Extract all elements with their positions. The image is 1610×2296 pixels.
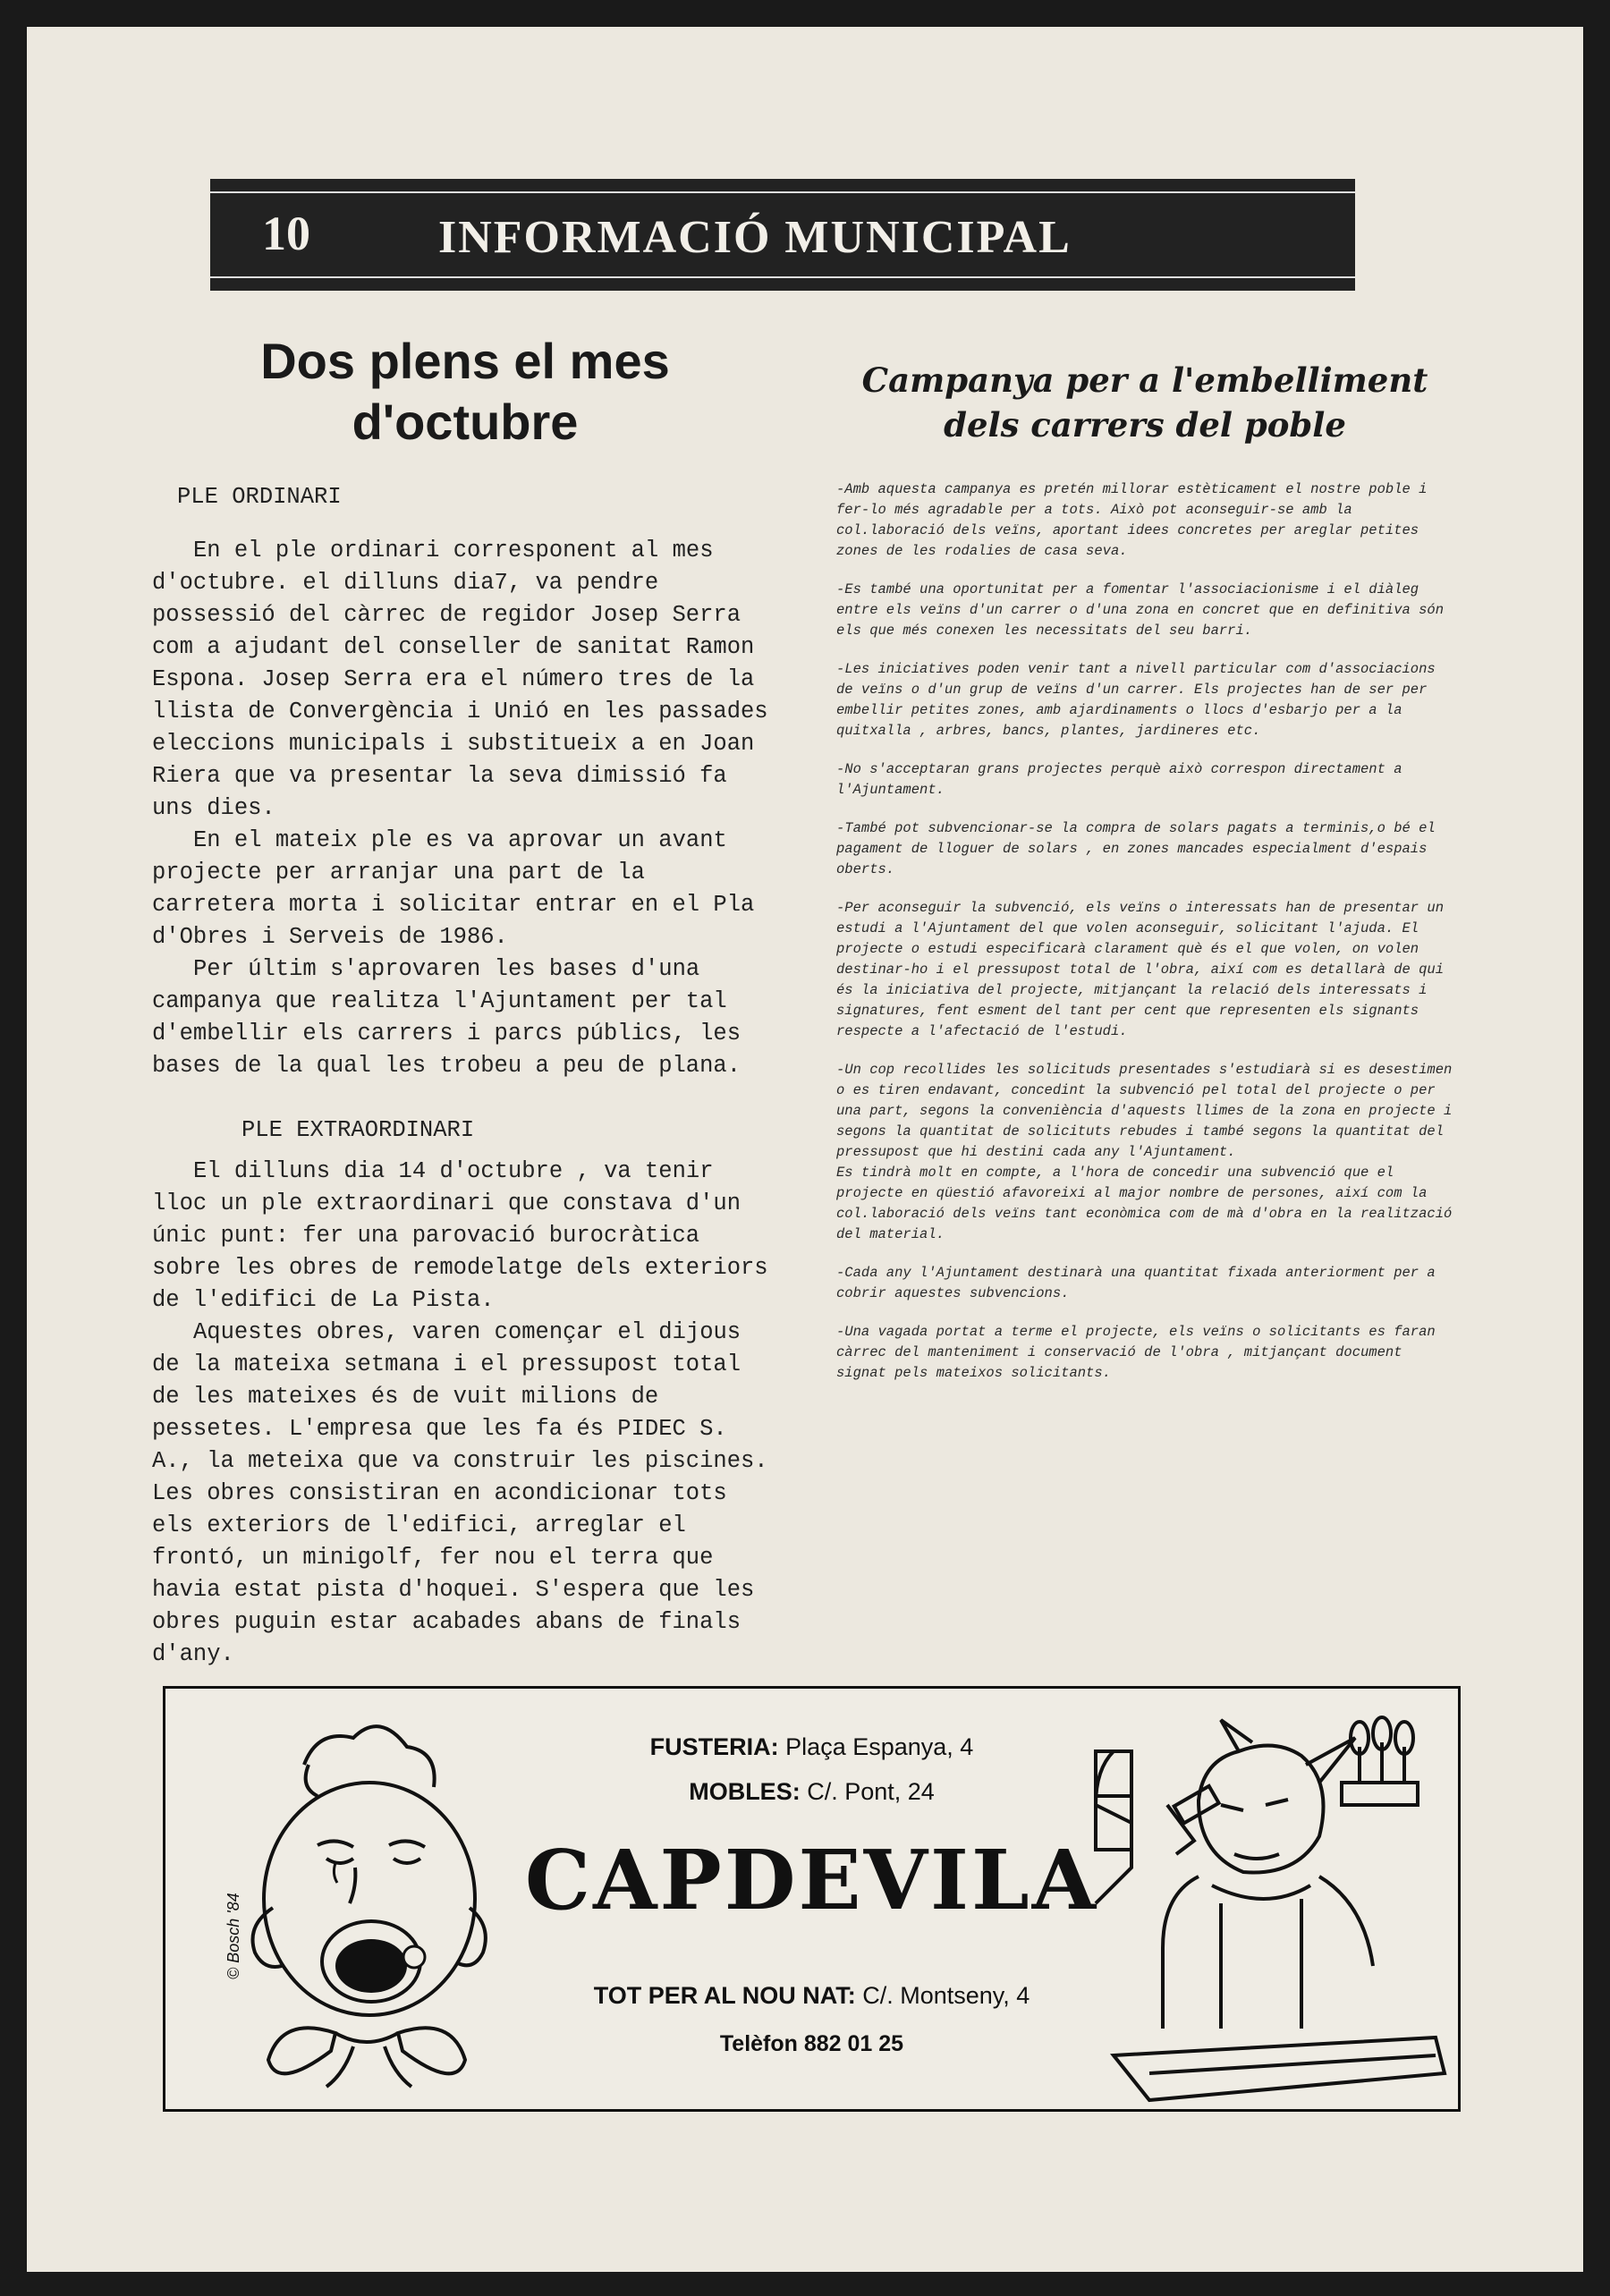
ad-phone: Telèfon 882 01 25 xyxy=(719,2031,904,2056)
section-title: INFORMACIÓ MUNICIPAL xyxy=(438,212,1072,263)
ad-fusteria-address: Plaça Espanya, 4 xyxy=(778,1733,974,1760)
right-article-title xyxy=(836,358,1453,447)
section-header xyxy=(210,179,1355,291)
ad-nounat-label: TOT PER AL NOU NAT: xyxy=(593,1982,856,2009)
left-article xyxy=(152,331,778,1671)
magazine-page xyxy=(27,27,1583,2272)
subheading-ple-ordinari: PLE ORDINARI xyxy=(177,484,342,510)
ad-fusteria-label: FUSTERIA: xyxy=(649,1733,779,1760)
crying-baby-illustration xyxy=(219,1711,487,2096)
ad-mobles-address: C/. Pont, 24 xyxy=(800,1778,935,1805)
campaign-rule: -Amb aquesta campanya es pretén millorar estèticament el nostre poble i fer-lo més agradable per a tots. Això pot aconseguir-se amb la col.laboració dels veïns, aportant idees concretes per areglar petites zones de les rodalies de casa seva. xyxy=(836,481,1428,559)
artist-signature: © Bosch '84 xyxy=(225,1893,242,1979)
ad-nounat-address: C/. Montseny, 4 xyxy=(855,1982,1030,2009)
ad-mobles-label: MOBLES: xyxy=(689,1778,801,1805)
right-article xyxy=(836,358,1453,1402)
campaign-rule: -També pot subvencionar-se la compra de solars pagats a terminis,o bé el pagament de lloguer de solars , en zones mancades especialment d'espais oberts. xyxy=(836,820,1436,877)
campaign-rule: -Cada any l'Ajuntament destinarà una quantitat fixada anteriorment per a cobrir aquestes subvencions. xyxy=(836,1265,1436,1301)
right-title-line1: Campanya per a l'embelliment xyxy=(861,360,1428,400)
page-number: 10 xyxy=(262,207,310,260)
left-article-title xyxy=(152,331,778,453)
campaign-rule: -No s'acceptaran grans projectes perquè això correspon directament a l'Ajuntament. xyxy=(836,761,1402,798)
ad-brand-name: CAPDEVILA xyxy=(524,1832,1099,1928)
subheading-ple-extraordinari: PLE EXTRAORDINARI xyxy=(242,1117,475,1143)
header-rule-bottom xyxy=(210,276,1355,278)
campaign-rule: -Per aconseguir la subvenció, els veïns o interessats han de presentar un estudi a l'Ajuntament del que volen aconseguir, solicitant l'ajuda. El projecte o estudi especificarà clarament què és el que volen, on volen destinar-ho i el pressupost total de l'obra, així com es detallarà de qui és la iniciativa del projecte, mitjançant la relació dels interessats i signatures, fent esment del tant per cent que representen els signants respecte a l'afectació de l'estudi. xyxy=(836,900,1445,1039)
campaign-rule: -Es també una oportunitat per a fomentar l'associacionisme i el diàleg entre els veïns d'un carrer o d'una zona en concret que en definitiva són els que més conexen les necessitats del seu barri. xyxy=(836,581,1445,639)
paragraph: El dilluns dia 14 d'octubre , va tenir lloc un ple extraordinari que constava d'un únic punt: fer una parovació burocràtica sobre les obres de remodelatge dels exteriors de l'edifici de La Pista. xyxy=(152,1158,768,1313)
paragraph: Per últim s'aprovaren les bases d'una campanya que realitza l'Ajuntament per tal d'embellir els carrers i parcs públics, les bases de la qual les trobeu a peu de plana. xyxy=(152,956,741,1079)
capdevila-advertisement xyxy=(163,1686,1461,2112)
paragraph: En el mateix ple es va aprovar un avant projecte per arranjar una part de la carretera morta i solicitar entrar en el Pla d'Obres i Serveis de 1986. xyxy=(152,827,755,950)
campaign-rule: -Un cop recollides les solicituds presentades s'estudiarà si es desestimen o es tiren endavant, concedint la subvenció pel total del projecte o per una part, segons la conveniència d'aquests llimes de la zona en projecte i segons la quantitat de solicituts rebudes i també segons la quantitat del pressupost que hi destini cada any l'Ajuntament. Es tindrà molt en compte, a l'hora de concedir una subvenció que el projecte en qüestió afavoreixi al major nombre de persones, així com la col.laboració dels veïns tant econòmica com de mà d'obra en la realització del material. xyxy=(836,1062,1453,1242)
campaign-rule: -Una vagada portat a terme el projecte, els veïns o solicitants es faran càrrec del manteniment i conservació de l'obra , mitjançant document signat pels mateixos solicitants. xyxy=(836,1324,1436,1381)
campaign-rule: -Les iniciatives poden venir tant a nivell particular com d'associacions de veïns o d'un grup de veïns d'un carrer. Els projectes han de ser per embellir petites zones, amb ajardinaments o llocs d'esbarjo per a la quitxalla , arbres, bancs, plantes, jardineres etc. xyxy=(836,661,1436,739)
paragraph: Aquestes obres, varen començar el dijous de la mateixa setmana i el pressupost total de les mateixes és de vuit milions de pessetes. L'empresa que les fa és PIDEC S. A., la meteixa que va construir les piscines. Les obres consistiran en acondicionar tots els exteriors de l'edifici, arreglar el frontó, un minigolf, fer nou el terra que havia estat pista d'hoquei. S'espera que les obres puguin estar acabades abans de finals d'any. xyxy=(152,1319,768,1667)
right-title-line2: dels carrers del poble xyxy=(944,405,1346,445)
paragraph: En el ple ordinari corresponent al mes d'octubre. el dilluns dia7, va pendre possessió del càrrec de regidor Josep Serra com a ajudant del conseller de sanitat Ramon Espona. Josep Serra era el número tres de la llista de Convergència i Unió en les passades eleccions municipals i substitueix a en Joan Riera que va presentar la seva dimissió fa uns dies. xyxy=(152,538,768,821)
left-title-line2: d'octubre xyxy=(352,394,579,450)
header-rule-top xyxy=(210,191,1355,193)
left-title-line1: Dos plens el mes xyxy=(260,333,670,389)
carpenter-illustration xyxy=(1078,1698,1453,2105)
